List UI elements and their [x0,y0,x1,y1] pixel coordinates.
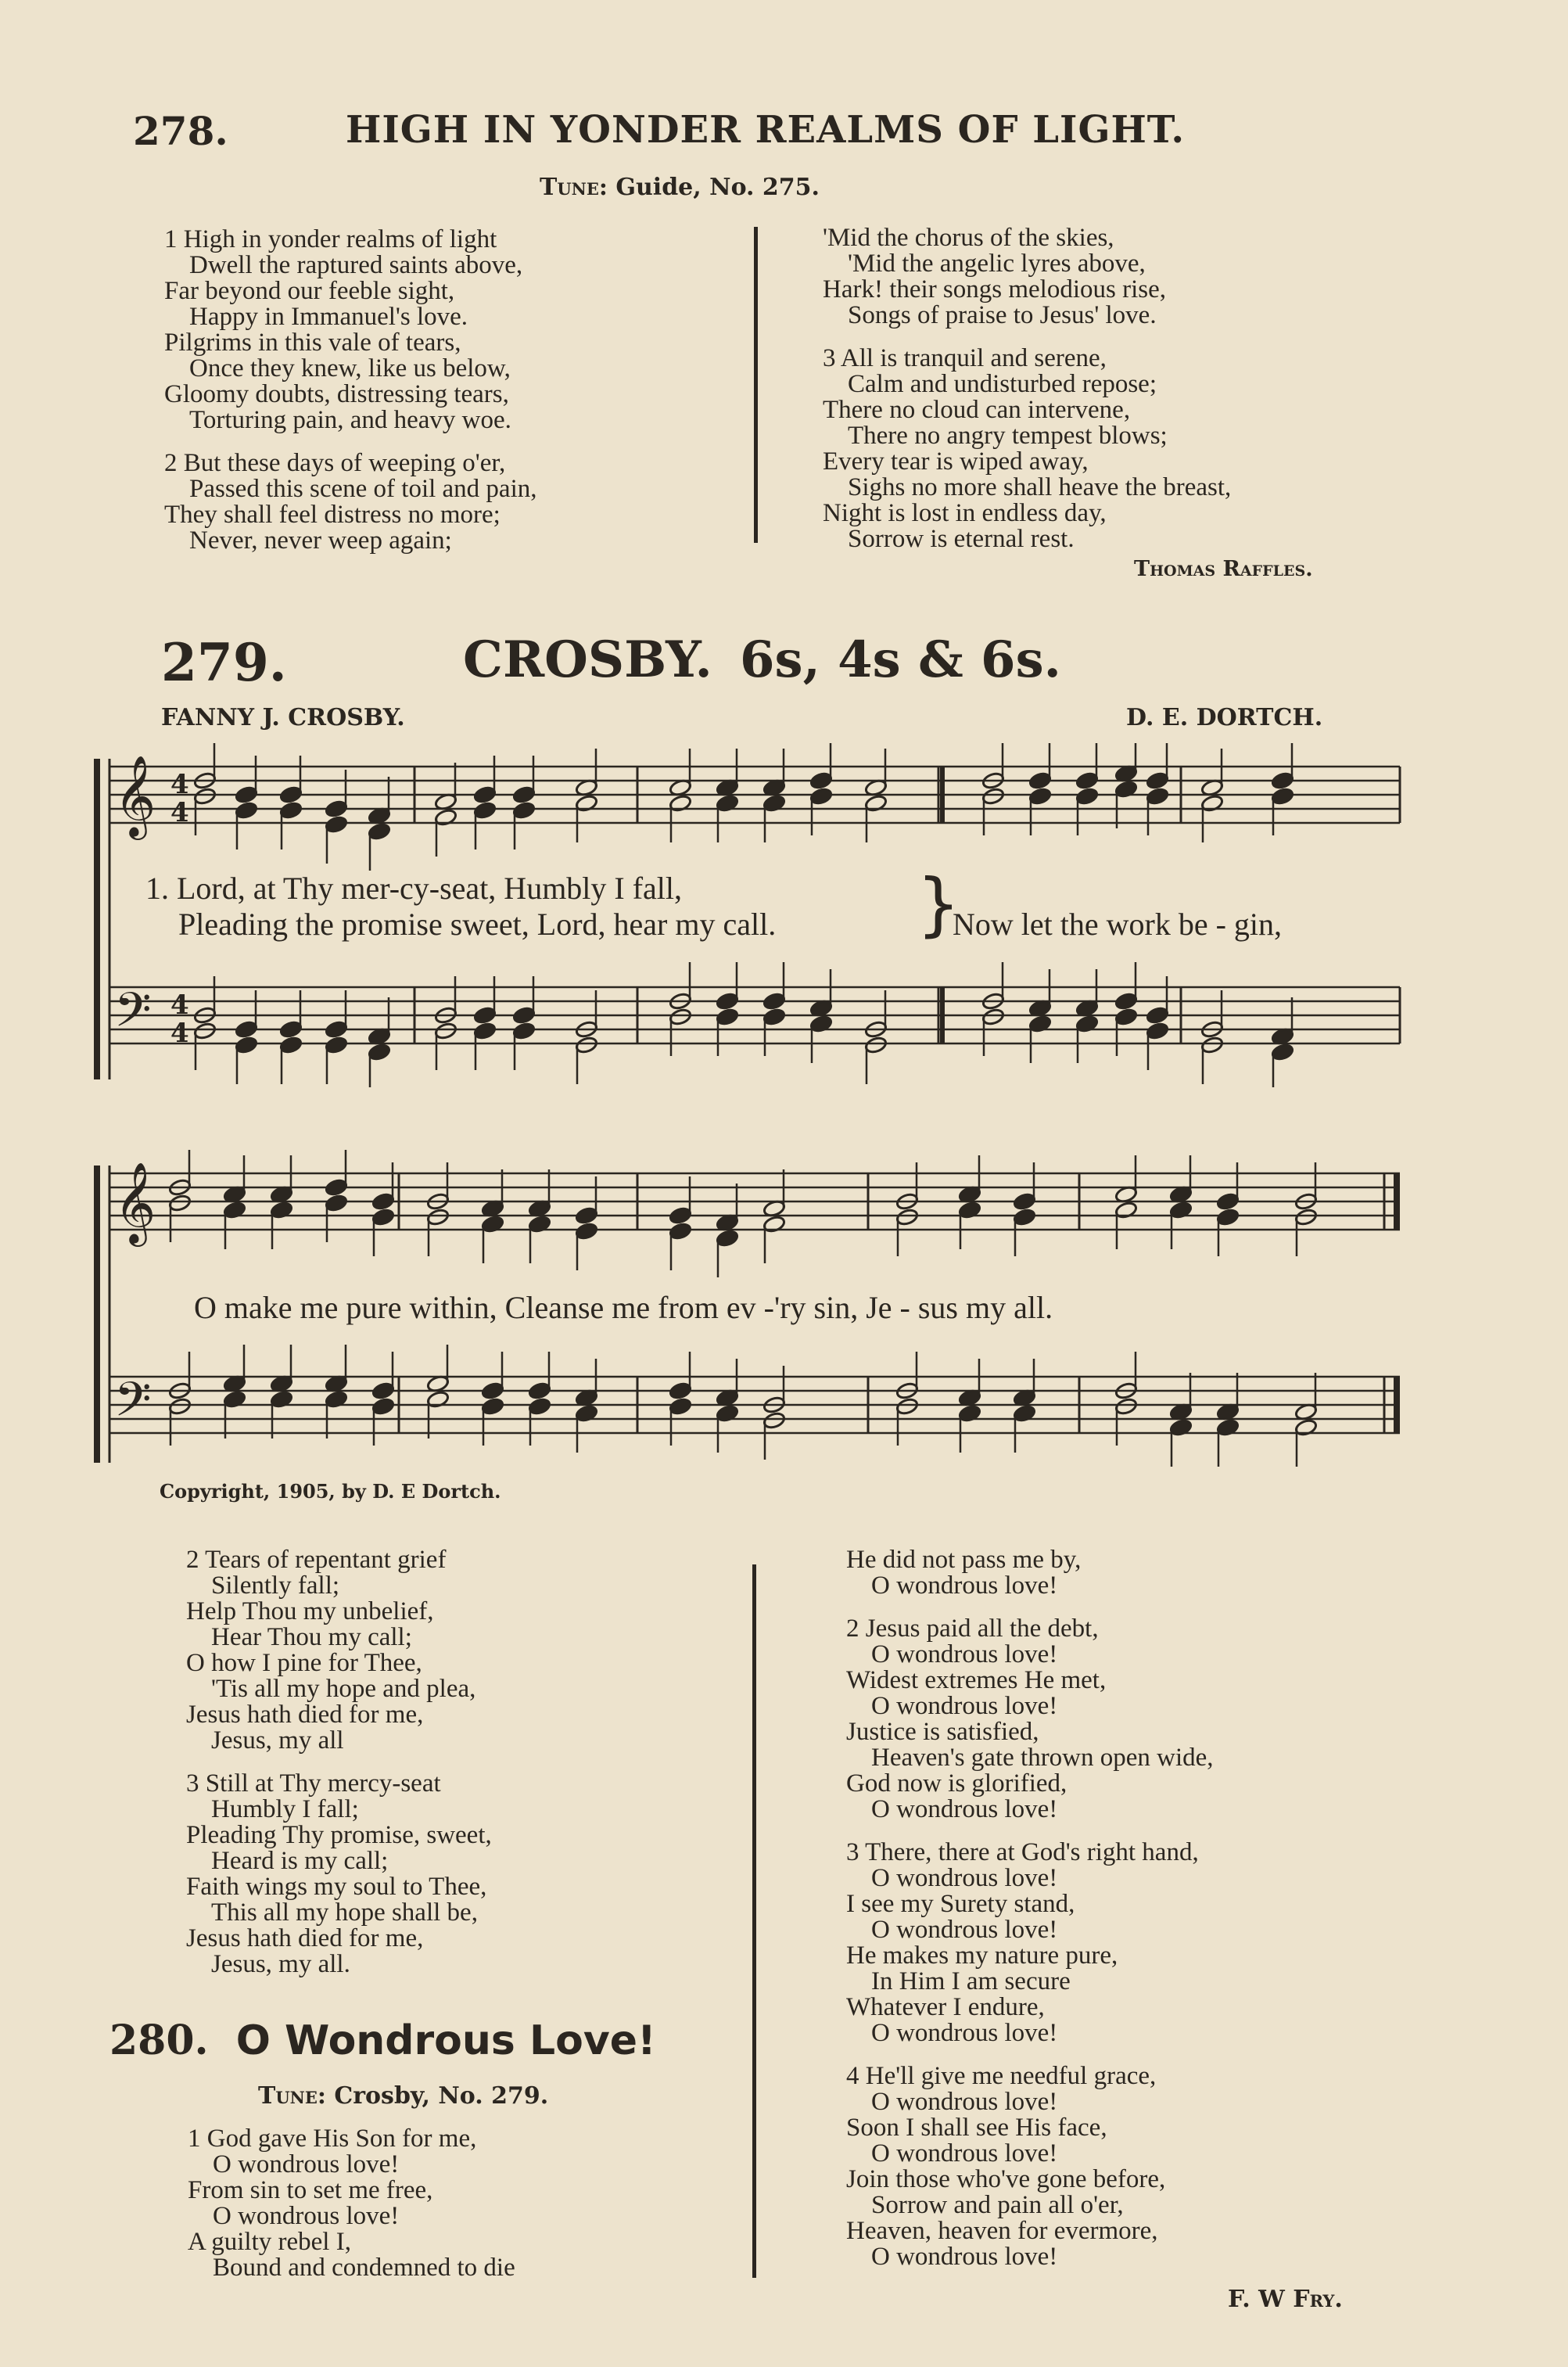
note-head [575,1036,598,1054]
note-head [864,794,888,813]
stanza [846,1616,1214,1823]
note-head [325,815,348,834]
note-head [864,1036,888,1054]
hymn-279-number: 279. [161,632,287,693]
note-head [669,1206,692,1225]
note-head [1114,1397,1138,1416]
bass-clef-icon: 𝄢 [114,1372,152,1439]
note-head [1013,1208,1036,1227]
stanza [186,1547,492,1754]
note-head [235,785,258,804]
note-head [193,1022,217,1040]
hymn-280-author: F. W Fry. [1228,2286,1343,2313]
verse-line: 'Mid the angelic lyres above, [848,250,1146,278]
note-head [1146,1006,1169,1025]
verse-line: O wondrous love! [871,1916,1058,1944]
note-head [809,1015,833,1033]
note-head [371,1192,395,1211]
verse-line: Widest extremes He met, [846,1666,1107,1694]
verse-line: Night is lost in endless day, [823,499,1107,527]
note-head [762,992,786,1011]
note-head [1216,1192,1240,1211]
hymn-280-number: 280. [109,2017,209,2064]
note-head [1271,1043,1294,1061]
stanza [823,346,1231,552]
time-signature-bottom: 4 [170,797,189,828]
note-head [575,1206,598,1225]
note-head [426,1390,450,1409]
verse-line: Join those who've gone before, [846,2165,1166,2193]
note-head [371,1208,395,1227]
verse-line: Hark! their songs melodious rise, [823,275,1167,304]
verse-line: O wondrous love! [871,1640,1058,1668]
verse-line: O wondrous love! [871,2088,1058,2116]
hymn-279-title: CROSBY. [463,630,712,689]
note-head [1271,771,1294,790]
tune-reference: : Guide, No. 275. [598,174,820,201]
verse-line: Justice is satisfied, [846,1718,1039,1746]
verse-line: Soon I shall see His face, [846,2114,1107,2142]
verse-line: Happy in Immanuel's love. [189,303,468,331]
verse-line: O wondrous love! [871,2139,1058,2168]
verse-line: He makes my nature pure, [846,1941,1118,1970]
note-head [716,1404,739,1423]
verse-line: Never, never weep again; [189,526,452,555]
bass-clef-icon: 𝄢 [114,982,152,1050]
note-head [1114,1201,1138,1219]
verse-line: Jesus, my all. [211,1950,350,1978]
note-head [1216,1208,1240,1227]
note-head [1114,1008,1138,1026]
music-credit: D. E. DORTCH. [1126,704,1323,731]
note-head [809,787,833,806]
note-head [168,1397,192,1416]
verse-line: Faith wings my soul to Thee, [186,1873,487,1901]
verse-line: Humbly I fall; [211,1795,359,1823]
hymn-278-tune [540,174,820,201]
note-head [481,1381,504,1400]
verse-line: Every tear is wiped away, [823,447,1089,476]
stanza [846,1840,1214,2046]
note-head [1075,771,1099,790]
stanza [164,227,537,433]
note-head [481,1397,504,1416]
verse-line: 'Tis all my hope and plea, [211,1675,476,1703]
verse-line: O wondrous love! [213,2150,400,2178]
verse-line: Jesus hath died for me, [186,1924,424,1952]
note-head [1294,1418,1318,1437]
note-head [1013,1404,1036,1423]
tune-reference: : Crosby, No. 279. [317,2082,549,2110]
verse-line: A guilty rebel I, [188,2228,351,2256]
verse-line: Once they knew, like us below, [189,354,511,383]
time-signature-top-bass: 4 [170,990,189,1021]
verse-line: Sighs no more shall heave the breast, [848,473,1232,501]
note-head [368,1043,391,1061]
verse-line: Passed this scene of toil and pain, [189,475,537,503]
copyright-notice: Copyright, 1905, by D. E Dortch. [160,1480,501,1503]
hymn-280-right-column [846,1547,1214,2287]
note-head [895,1208,919,1227]
hymn-279-verses [186,1547,492,1995]
verse-line: They shall feel distress no more; [164,501,501,529]
note-head [371,1381,395,1400]
note-head [235,1036,258,1054]
note-head [716,992,739,1011]
time-signature-top: 4 [170,769,189,800]
system-1-refrain-lyric: Now let the work be - gin, [953,907,1283,942]
hymn-278-title: HIGH IN YONDER REALMS OF LIGHT. [346,108,1186,152]
note-head [981,787,1005,806]
verse-line: 1 God gave His Son for me, [188,2125,477,2153]
note-head [371,1397,395,1416]
verse-line: O wondrous love! [871,1571,1058,1600]
verse-line: God now is glorified, [846,1769,1067,1798]
music-system-2 [86,1150,1416,1518]
verse-line: O wondrous love! [871,1864,1058,1892]
hymn-279-meter: 6s, 4s & 6s. [740,630,1061,689]
hymn-280-tune [258,2082,548,2110]
hymn-278-number: 278. [133,108,228,154]
stanza [188,2126,515,2281]
verse-line: Heaven, heaven for evermore, [846,2217,1158,2245]
verse-line: He did not pass me by, [846,1546,1082,1574]
note-head [669,1397,692,1416]
note-head [473,785,497,804]
verse-line: In Him I am secure [871,1967,1071,1995]
note-head [1028,1015,1052,1033]
note-head [762,1411,786,1430]
note-head [279,785,303,804]
note-head [368,822,391,841]
verse-line: Help Thou my unbelief, [186,1597,434,1625]
note-head [528,1215,551,1234]
note-head [473,1022,497,1040]
hymn-280-left-column [188,2126,515,2298]
note-head [669,794,692,813]
note-head [473,801,497,820]
note-head [325,799,348,818]
verse-line: 2 Tears of repentant grief [186,1546,447,1574]
system-2-lyric: O make me pure within, Cleanse me from ev -'ry sin, Je - sus my all. [194,1290,1053,1325]
note-head [1294,1208,1318,1227]
verse-line: Dwell the raptured saints above, [189,251,523,279]
verse-line: O wondrous love! [871,2243,1058,2271]
note-head [473,1006,497,1025]
note-head [1216,1418,1240,1437]
note-head [716,1229,739,1248]
system-1-lyric-line-1: 1. Lord, at Thy mer-cy-seat, Humbly I fall, [145,871,683,906]
tune-label: Tune [258,2082,318,2110]
verse-line: 1 High in yonder realms of light [164,225,497,253]
verse-line: Far beyond our feeble sight, [164,277,455,305]
column-divider [752,1564,756,2278]
note-head [575,794,598,813]
note-head [223,1390,246,1409]
note-head [762,1215,786,1234]
note-head [575,1404,598,1423]
note-head [1028,787,1052,806]
tune-label: Tune [540,174,599,201]
note-head [895,1397,919,1416]
verse-line: 3 Still at Thy mercy-seat [186,1769,441,1798]
note-head [1075,1015,1099,1033]
note-head [575,1222,598,1241]
verse-line: This all my hope shall be, [211,1898,478,1927]
verse-line: Bound and condemned to die [213,2254,515,2282]
note-head [193,787,217,806]
verse-line: O wondrous love! [213,2202,400,2230]
verse-line: Whatever I endure, [846,1993,1045,2021]
verse-brace: } [917,864,960,944]
verse-line: O how I pine for Thee, [186,1649,422,1677]
verse-line: Gloomy doubts, distressing tears, [164,380,509,408]
note-head [1146,1022,1169,1040]
note-head [716,794,739,813]
note-head [434,808,457,827]
verse-line: From sin to set me free, [188,2176,433,2204]
hymn-278-right-column [823,225,1231,569]
note-head [669,1222,692,1241]
note-head [426,1208,450,1227]
note-head [512,785,536,804]
note-head [762,794,786,813]
stanza [846,2063,1214,2270]
verse-line: There no cloud can intervene, [823,396,1131,424]
treble-clef-icon: 𝄞 [114,1162,156,1244]
verse-line: 3 There, there at God's right hand, [846,1838,1199,1866]
note-head [809,771,833,790]
verse-line: O wondrous love! [871,1692,1058,1720]
note-head [1200,794,1224,813]
note-head [1028,771,1052,790]
hymn-280-title: O Wondrous Love! [235,2017,656,2064]
verse-line: 2 Jesus paid all the debt, [846,1615,1099,1643]
note-head [1146,787,1169,806]
hymn-280-header [109,2017,656,2064]
note-head [1146,771,1169,790]
note-head [270,1201,293,1219]
note-head [716,1008,739,1026]
note-head [512,801,536,820]
note-head [958,1404,981,1423]
note-head [528,1381,551,1400]
note-head [279,801,303,820]
note-head [325,1194,348,1212]
note-head [669,1381,692,1400]
note-head [1169,1418,1193,1437]
verse-line: Calm and undisturbed repose; [848,370,1157,398]
time-signature-bottom-bass: 4 [170,1018,189,1049]
hymn-278-author: Thomas Raffles. [1134,557,1313,581]
verse-line: Songs of praise to Jesus' love. [848,301,1157,329]
note-head [512,1006,536,1025]
treble-clef-icon: 𝄞 [114,755,156,837]
verse-line: Heaven's gate thrown open wide, [871,1744,1214,1772]
note-head [958,1201,981,1219]
note-head [325,1036,348,1054]
verse-line: Silently fall; [211,1571,340,1600]
note-head [762,1008,786,1026]
verse-line: 3 All is tranquil and serene, [823,344,1107,372]
hymn-278-left-column [164,227,537,571]
verse-line: 'Mid the chorus of the skies, [823,224,1114,252]
verse-line: 4 He'll give me needful grace, [846,2062,1157,2090]
words-credit: FANNY J. CROSBY. [161,704,405,731]
note-head [279,1020,303,1039]
verse-line: Sorrow and pain all o'er, [871,2191,1124,2219]
note-head [512,1022,536,1040]
note-head [1200,1036,1224,1054]
note-head [235,1020,258,1039]
note-head [669,1008,692,1026]
note-head [279,1036,303,1054]
note-head [168,1194,192,1212]
note-head [981,1008,1005,1026]
stanza [823,225,1231,329]
verse-line: Hear Thou my call; [211,1623,412,1651]
note-head [325,1178,348,1197]
note-head [434,1022,457,1040]
note-head [528,1397,551,1416]
verse-line: There no angry tempest blows; [848,422,1168,450]
note-head [1271,787,1294,806]
note-head [1114,992,1138,1011]
verse-line: Sorrow is eternal rest. [848,525,1075,553]
note-head [235,801,258,820]
verse-line: Pleading Thy promise, sweet, [186,1821,492,1849]
column-divider [754,227,758,543]
note-head [223,1201,246,1219]
verse-line: Pilgrims in this vale of tears, [164,329,461,357]
stanza [846,1547,1214,1599]
verse-line: Heard is my call; [211,1847,389,1875]
stanza [186,1771,492,1977]
note-head [481,1215,504,1234]
note-head [325,1390,348,1409]
verse-line: O wondrous love! [871,2019,1058,2047]
note-head [1075,787,1099,806]
verse-line: I see my Surety stand, [846,1890,1075,1918]
note-head [325,1020,348,1039]
note-head [1013,1192,1036,1211]
system-1-lyric-line-2: Pleading the promise sweet, Lord, hear my call. [178,907,777,942]
note-head [1169,1201,1193,1219]
note-head [1114,780,1138,799]
verse-line: Jesus, my all [211,1726,344,1755]
stanza [164,451,537,554]
verse-line: Jesus hath died for me, [186,1701,424,1729]
verse-line: O wondrous love! [871,1795,1058,1823]
verse-line: Torturing pain, and heavy woe. [189,406,511,434]
note-head [270,1390,293,1409]
verse-line: 2 But these days of weeping o'er, [164,449,506,477]
